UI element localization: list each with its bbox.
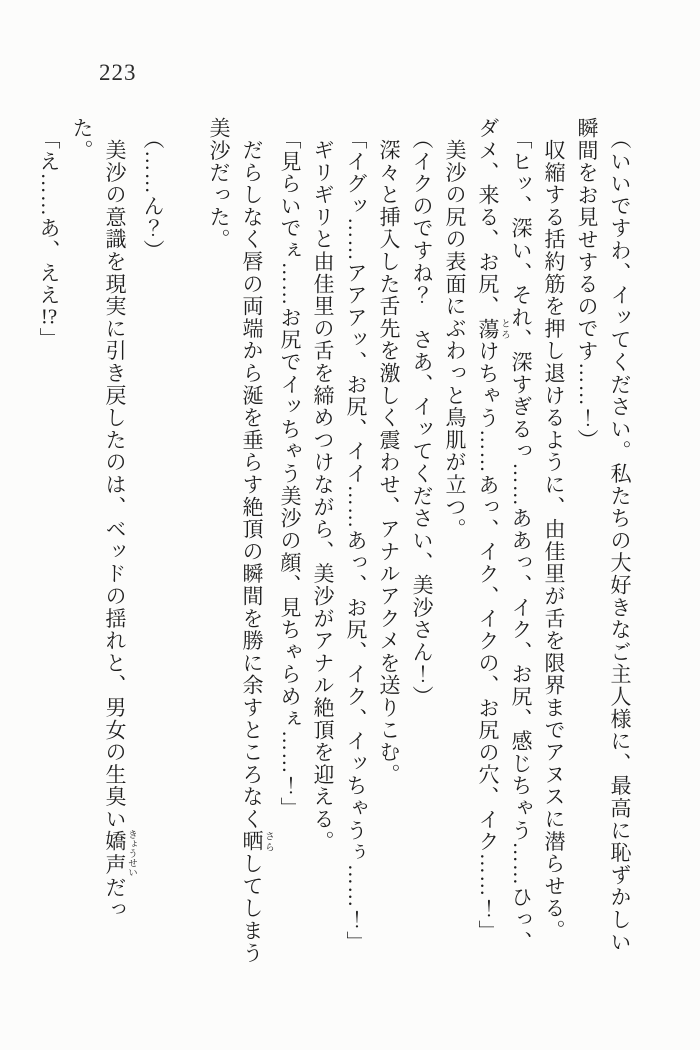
furigana-base: 晒 さら [240,830,273,853]
page-number: 223 [99,60,137,85]
furigana-base: 蕩 とろ [476,317,509,341]
furigana-reading: とろ [499,317,509,341]
paragraph-dialogue: 「え……あ、ええ!?」 [37,128,61,350]
furigana-reading: きょうせい [126,829,136,878]
paragraph-narration: 美沙の尻の表面にぶわっと鳥肌が立つ。 [443,139,467,541]
paragraph-narration: 美沙の意識を現実に引き戻したのは、ベッドの揺れと、男女の生臭い嬌声 きょうせいだった。 [70,117,136,921]
paragraph-thought: （……ん？） [141,128,165,262]
novel-text-block [32,117,636,965]
paragraph-narration: だらしなく唇の両端から涎を垂らす絶頂の瞬間を勝に余すところなく晒 さらしてしまう美沙だった。 [207,117,273,965]
paragraph-dialogue: 「ヒッ、深い、それ、深すぎるっ……ああっ、イク、お尻、感じちゃう……ひっ、ダメ、来る、お尻、蕩 とろけちゃう……あっ、イク、イクの、お尻の穴、イク……！」 [476,117,533,954]
furigana-base: 嬌声 きょうせい [103,829,136,878]
paragraph-narration: ギリギリと由佳里の舌を締めつけながら、美沙がアナル絶頂を迎える。 [311,139,335,853]
paragraph-scene-break [169,117,202,965]
paragraph-dialogue: 「イグッ……アアアッ、お尻、イイ……あっ、お尻、イク、イッちゃうぅ……！」 [344,128,368,954]
paragraph-dialogue: 「見らいでぇ……お尻でイッちゃう美沙の顔、見ちゃらめぇ……！」 [278,128,302,820]
paragraph-thought: （いいですわ、イッてください。私たちの大好きなご主人様に、最高に恥ずかしい瞬間をお見せするのです……！） [575,117,632,954]
tate-chu-yoko: !? [40,306,58,328]
paragraph-narration: 収縮する括約筋を押し退けるように、由佳里が舌を限界までアヌスに潜らせる。 [542,139,566,942]
paragraph-thought: （イクのですね？ さあ、イッてください、美沙さん！） [410,128,434,708]
furigana-reading: さら [263,830,273,853]
paragraph-narration: 深々と挿入した舌先を激しく震わせ、アナルアクメを送りこむ。 [377,139,401,786]
